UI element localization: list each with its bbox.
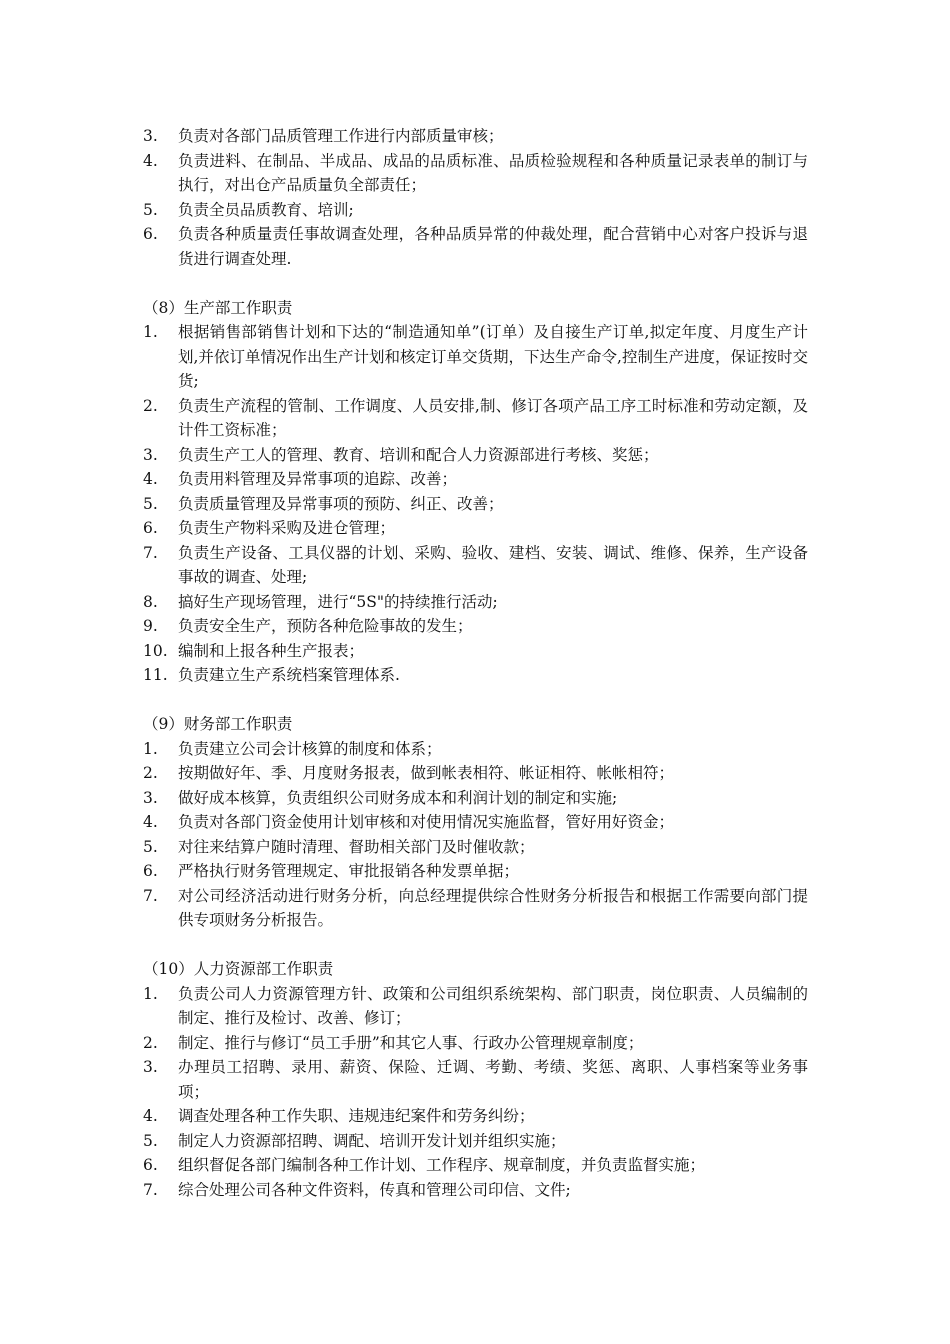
section-heading: （9）财务部工作职责: [143, 715, 293, 733]
list-item-text: 负责安全生产，预防各种危险事故的发生；: [178, 617, 473, 635]
list-item-number: 7.: [143, 543, 158, 562]
list-item: [143, 124, 808, 149]
list-item: [143, 1129, 808, 1154]
list-item-text: 负责对各部门资金使用计划审核和对使用情况实施监督，管好用好资金；: [178, 813, 675, 831]
list-item-number: 10.: [143, 641, 168, 660]
list-item-text: 严格执行财务管理规定、审批报销各种发票单据；: [178, 862, 520, 880]
section-1: [143, 296, 808, 688]
list-item: [143, 394, 808, 443]
list-item: [143, 467, 808, 492]
list-item-number: 1.: [143, 739, 158, 758]
list-item: [143, 1031, 808, 1056]
list-item: [143, 198, 808, 223]
list-item: [143, 835, 808, 860]
list-item-number: 3.: [143, 1058, 158, 1076]
list-item-number: 7.: [143, 886, 158, 905]
list-item-number: 11.: [143, 666, 168, 684]
section-0: [143, 124, 808, 271]
list-item-number: 9.: [143, 617, 158, 635]
list-item-number: 1.: [143, 984, 158, 1003]
document-body: [143, 124, 808, 1202]
list-item-number: 4.: [143, 470, 158, 488]
list-item-number: 1.: [143, 323, 158, 341]
list-item-number: 3.: [143, 445, 158, 464]
list-item: [143, 1055, 808, 1104]
list-item-text: 负责质量管理及异常事项的预防、纠正、改善；: [178, 494, 504, 513]
list-item: [143, 639, 808, 664]
section-heading: （8）生产部工作职责: [143, 298, 293, 317]
list-item: [143, 516, 808, 541]
list-item-number: 6.: [143, 519, 158, 537]
list-item-number: 2.: [143, 396, 158, 415]
list-item-text: 调查处理各种工作失职、违规违纪案件和劳务纠纷；: [178, 1107, 535, 1125]
list-item-text: 根据销售部销售计划和下达的“制造通知单”(订单）及自接生产订单,拟定年度、月度生产计划,并依订单情况作出生产计划和核定订单交货期，下达生产命令,控制生产进度，保证按时交货;: [178, 323, 808, 390]
list-item: [143, 761, 808, 786]
list-item: [143, 590, 808, 615]
list-item-number: 2.: [143, 764, 158, 782]
list-item-text: 负责全员品质教育、培训;: [178, 200, 354, 219]
list-item-text: 负责建立生产系统档案管理体系.: [178, 666, 400, 684]
list-item-number: 5.: [143, 200, 158, 219]
list-item: [143, 884, 808, 933]
list-item-text: 负责对各部门品质管理工作进行内部质量审核；: [178, 127, 504, 145]
list-item-number: 4.: [143, 1107, 158, 1125]
list-item-number: 5.: [143, 1131, 158, 1150]
list-item-text: 办理员工招聘、录用、薪资、保险、迁调、考勤、考绩、奖惩、离职、人事档案等业务事项；: [178, 1058, 808, 1101]
list-item-text: 制定、推行与修订“员工手册”和其它人事、行政办公管理规章制度；: [178, 1033, 644, 1052]
list-item: [143, 810, 808, 835]
list-item-text: 负责用料管理及异常事项的追踪、改善；: [178, 470, 458, 488]
list-item: [143, 443, 808, 468]
list-item: [143, 663, 808, 688]
list-item: [143, 492, 808, 517]
list-item: [143, 320, 808, 394]
list-item: [143, 1178, 808, 1203]
list-item-text: 负责建立公司会计核算的制度和体系；: [178, 739, 442, 758]
list-item-text: 负责生产设备、工具仪器的计划、采购、验收、建档、安装、调试、维修、保养，生产设备事故的调查、处理;: [178, 543, 808, 586]
list-item-number: 5.: [143, 494, 158, 513]
list-item: [143, 1153, 808, 1178]
list-item-text: 制定人力资源部招聘、调配、培训开发计划并组织实施；: [178, 1131, 566, 1150]
list-item-number: 5.: [143, 837, 158, 856]
list-item: [143, 222, 808, 271]
list-item-text: 负责生产物料采购及进仓管理；: [178, 519, 396, 537]
list-item: [143, 541, 808, 590]
list-item-text: 负责生产工人的管理、教育、培训和配合人力资源部进行考核、奖惩；: [178, 445, 659, 464]
list-item-text: 负责公司人力资源管理方针、政策和公司组织系统架构、部门职责，岗位职责、人员编制的制定、推行及检讨、改善、修订；: [178, 984, 808, 1027]
list-item-number: 7.: [143, 1180, 158, 1199]
list-item-text: 负责各种质量责任事故调查处理，各种品质异常的仲裁处理，配合营销中心对客户投诉与退货进行调查处理.: [178, 225, 808, 268]
list-item-number: 4.: [143, 813, 158, 831]
list-item-text: 负责生产流程的管制、工作调度、人员安排,制、修订各项产品工序工时标准和劳动定额，及计件工资标准；: [178, 396, 808, 439]
list-item-number: 3.: [143, 127, 158, 145]
list-item-number: 2.: [143, 1033, 158, 1052]
list-item-text: 做好成本核算，负责组织公司财务成本和利润计划的制定和实施;: [178, 788, 618, 807]
list-item-number: 8.: [143, 592, 158, 611]
list-item: [143, 982, 808, 1031]
list-item-number: 3.: [143, 788, 158, 807]
list-item-text: 编制和上报各种生产报表；: [178, 641, 365, 660]
list-item-number: 6.: [143, 862, 158, 880]
list-item-text: 组织督促各部门编制各种工作计划、工作程序、规章制度，并负责监督实施；: [178, 1156, 706, 1174]
list-item: [143, 737, 808, 762]
section-heading: （10）人力资源部工作职责: [143, 960, 334, 978]
list-item-text: 对公司经济活动进行财务分析，向总经理提供综合性财务分析报告和根据工作需要向部门提供专项财务分析报告。: [178, 886, 808, 929]
list-item-text: 按期做好年、季、月度财务报表，做到帐表相符、帐证相符、帐帐相符；: [178, 764, 675, 782]
list-item: [143, 786, 808, 811]
list-item-number: 4.: [143, 151, 158, 170]
list-item-text: 对往来结算户随时清理、督助相关部门及时催收款；: [178, 837, 535, 856]
section-2: [143, 712, 808, 933]
list-item: [143, 1104, 808, 1129]
list-item-text: 综合处理公司各种文件资料，传真和管理公司印信、文件;: [178, 1180, 571, 1199]
list-item-text: 搞好生产现场管理，进行“5S"的持续推行活动;: [178, 592, 498, 611]
list-item-number: 6.: [143, 1156, 158, 1174]
list-item-text: 负责进料、在制品、半成品、成品的品质标准、品质检验规程和各种质量记录表单的制订与执行，对出仓产品质量负全部责任；: [178, 151, 808, 194]
list-item: [143, 614, 808, 639]
list-item: [143, 859, 808, 884]
list-item-number: 6.: [143, 225, 158, 243]
list-item: [143, 149, 808, 198]
section-3: [143, 957, 808, 1202]
